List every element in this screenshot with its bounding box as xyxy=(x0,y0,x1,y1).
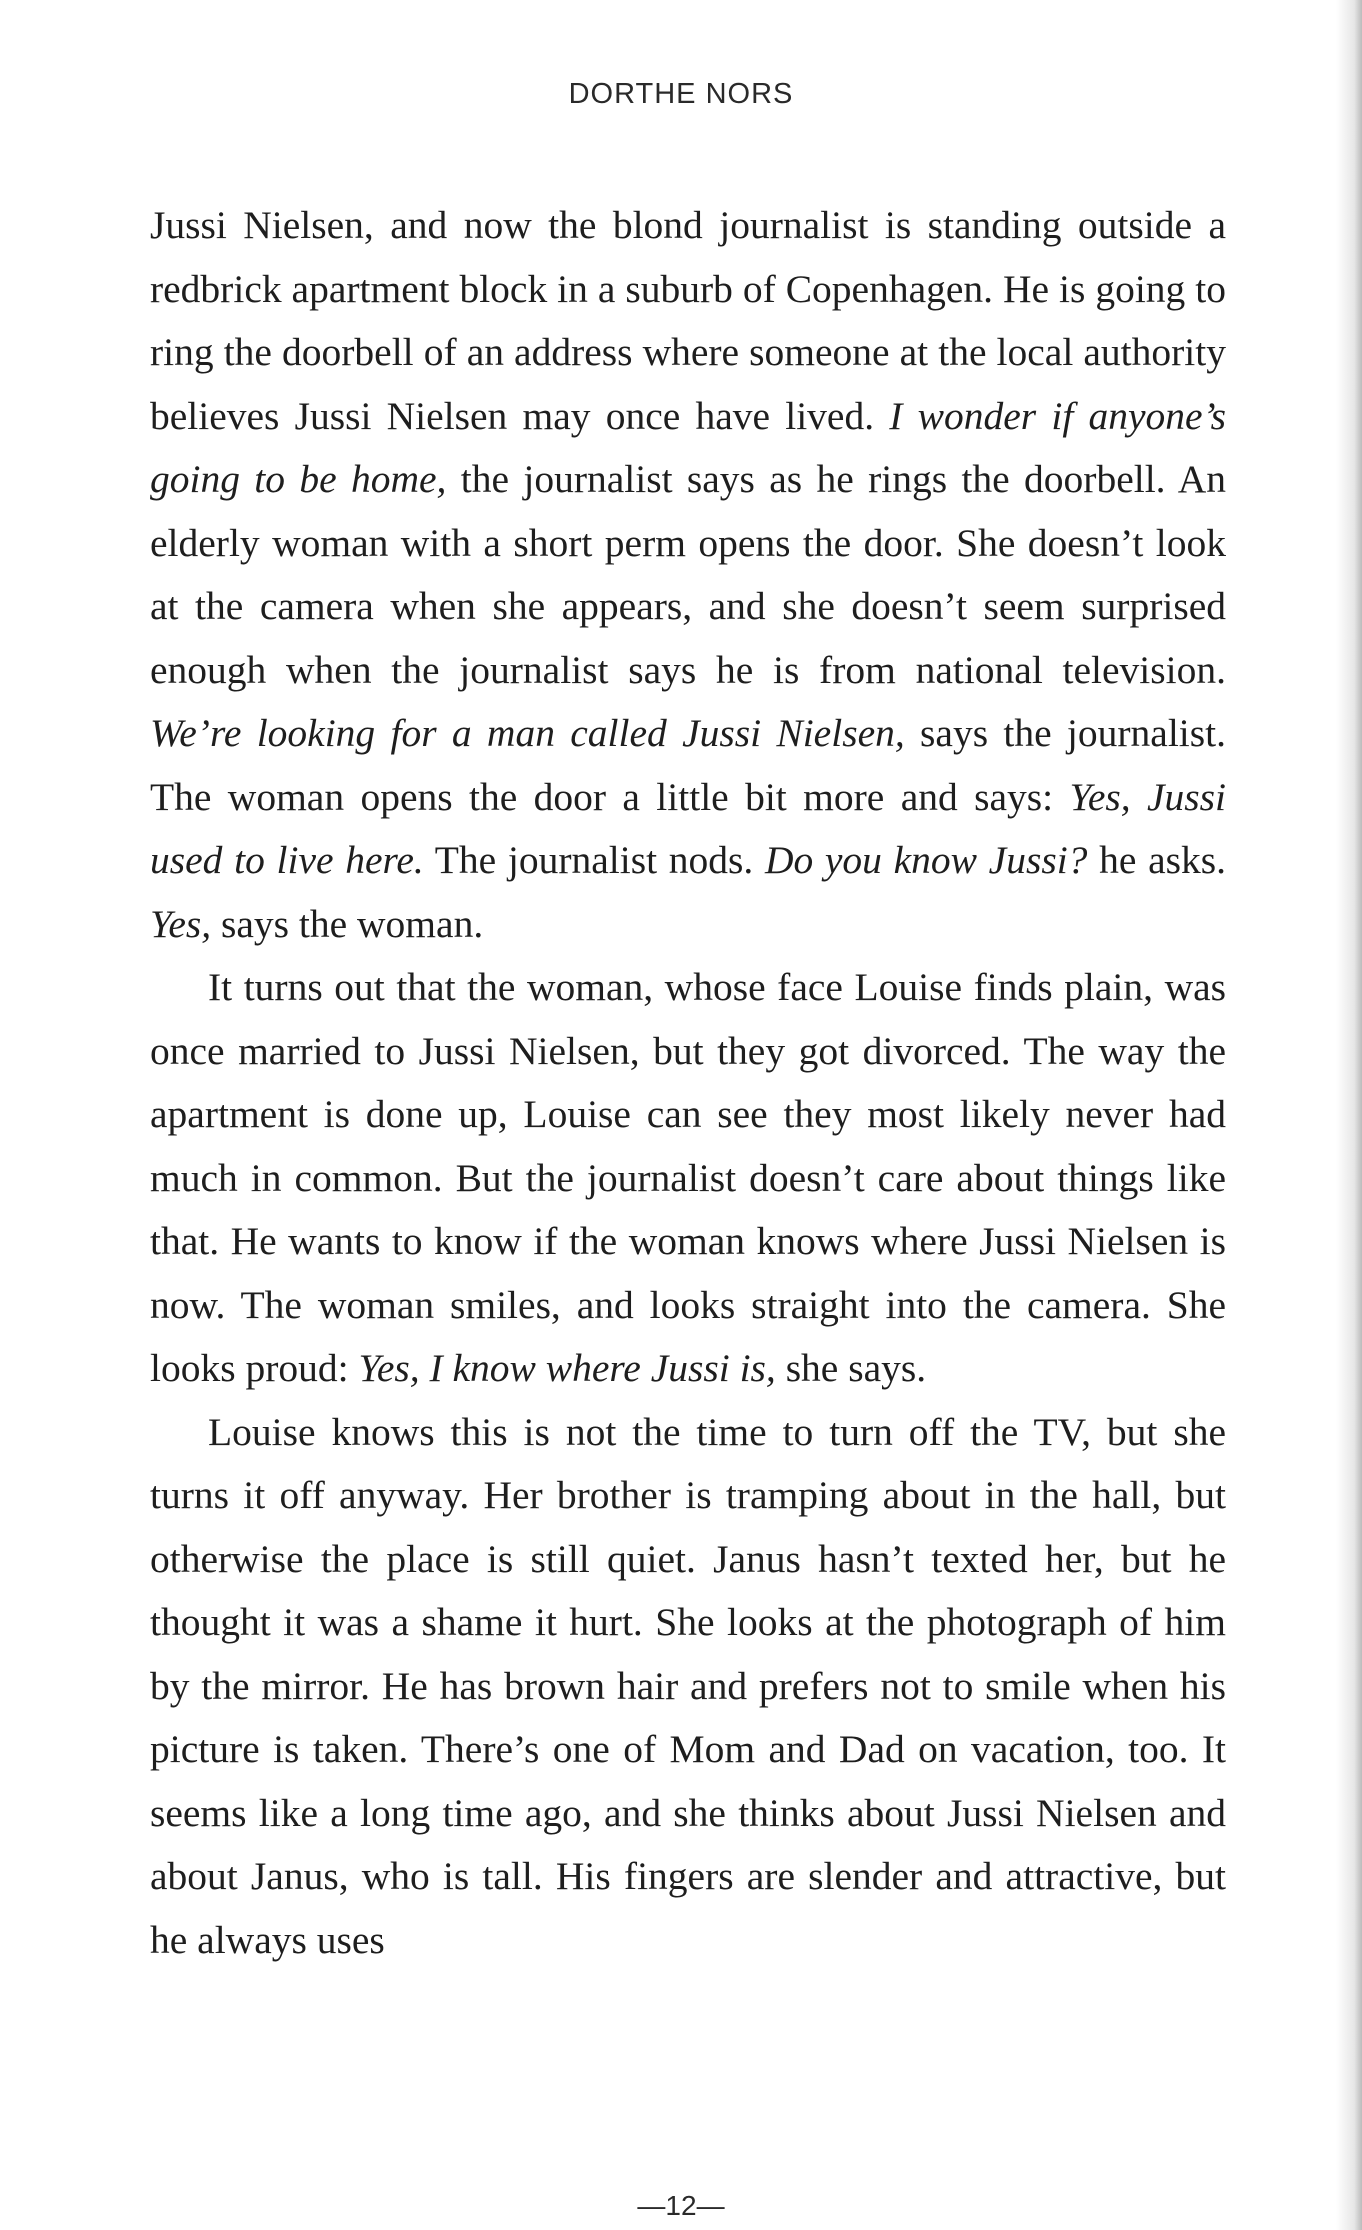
paragraph xyxy=(150,1401,1226,1973)
text-segment: The journalist nods. xyxy=(423,838,765,882)
paragraph xyxy=(150,956,1226,1401)
text-segment: he asks. xyxy=(1087,838,1226,882)
text-segment: says the woman. xyxy=(211,901,484,946)
italic-segment: Yes, xyxy=(150,901,212,946)
page-edge-shadow xyxy=(1336,0,1362,2230)
text-segment: the journalist says as he rings the doorbell. An elderly woman with a short perm opens the door. She doesn’t look at the camera when she appears, and she doesn’t seem surprised enough when the journalist says he is from national television. xyxy=(150,457,1226,692)
italic-segment: I wonder if anyone’s going to be home, xyxy=(150,393,1226,501)
text-segment: says the journalist. The woman opens the door a little bit more and says: xyxy=(150,711,1226,819)
italic-segment: Yes, Jussi used to live here. xyxy=(150,774,1226,882)
italic-segment: Do you know Jussi? xyxy=(764,838,1088,882)
body-text xyxy=(150,194,1226,1972)
paragraph xyxy=(150,194,1226,956)
running-header: DORTHE NORS xyxy=(568,78,794,110)
text-segment: Jussi Nielsen, and now the blond journalist is standing outside a redbrick apartment block in a suburb of Copenhagen. He is going to ring the doorbell of an address where someone at the local authority believes Jussi Nielsen may once have lived. xyxy=(150,203,1226,438)
text-segment: It turns out that the woman, whose face Louise finds plain, was once married to Jussi Nielsen, but they got divorced. The way the apartment is done up, Louise can see they most likely never had much in common. But the journalist doesn’t care about things like that. He wants to know if the woman knows where Jussi Nielsen is now. The woman smiles, and looks straight into the camera. She looks proud: xyxy=(150,965,1226,1390)
text-segment: Louise knows this is not the time to turn off the TV, but she turns it off anyway. Her brother is tramping about in the hall, but otherwise the place is still quiet. Janus hasn’t texted her, but he thought it was a shame it hurt. She looks at the photograph of him by the mirror. He has brown hair and prefers not to smile when his picture is taken. There’s one of Mom and Dad on vacation, too. It seems like a long time ago, and she thinks about Jussi Nielsen and about Janus, who is tall. His fingers are slender and attractive, but he always uses xyxy=(150,1409,1226,1962)
italic-segment: We’re looking for a man called Jussi Nielsen, xyxy=(150,711,905,755)
italic-segment: Yes, I know where Jussi is, xyxy=(358,1346,776,1390)
text-segment: she says. xyxy=(775,1346,927,1390)
page-number: —12— xyxy=(637,2190,725,2221)
